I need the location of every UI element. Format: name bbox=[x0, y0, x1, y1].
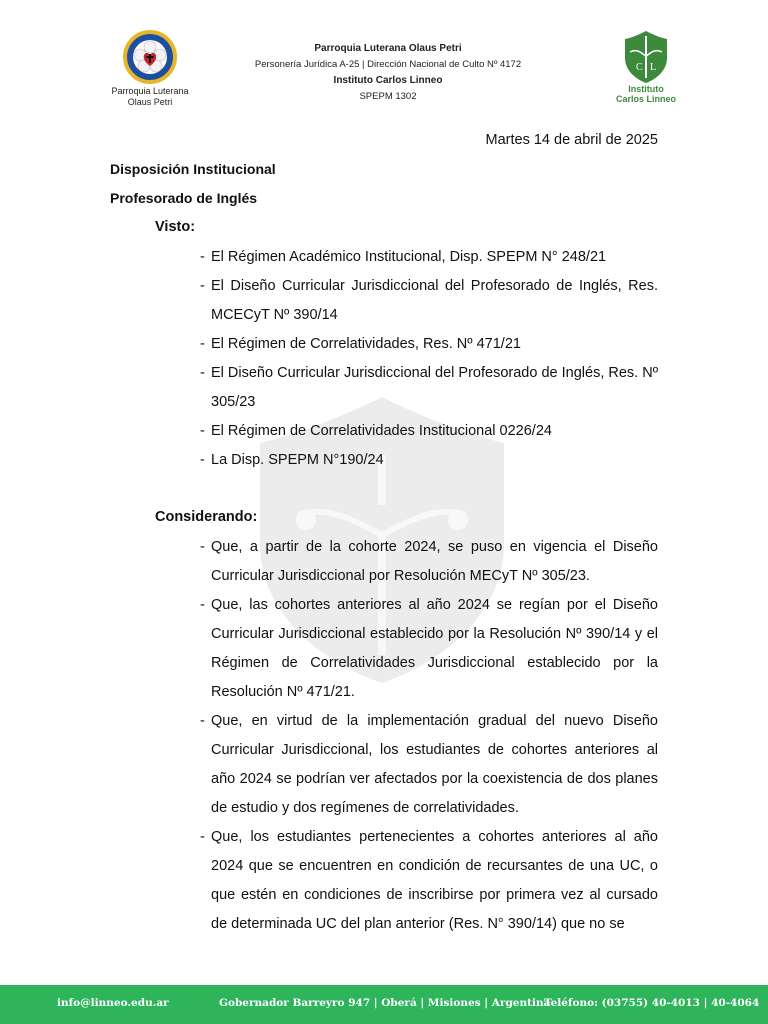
visto-label: Visto: bbox=[155, 219, 196, 235]
visto-item: - El Diseño Curricular Jurisdiccional del Profesorado de Inglés, Res. MCECyT Nº 390/14 bbox=[200, 278, 658, 323]
letterhead-text bbox=[218, 41, 558, 105]
document-heading: Disposición Institucional bbox=[110, 161, 276, 177]
spepm-number: SPEPM 1302 bbox=[359, 91, 417, 102]
luther-rose-icon bbox=[119, 28, 181, 86]
visto-item: - El Régimen Académico Institucional, Disp. SPEPM N° 248/21 bbox=[200, 249, 607, 265]
institute-name: Instituto Carlos Linneo bbox=[333, 75, 443, 86]
visto-item: - La Disp. SPEPM N°190/24 bbox=[200, 452, 384, 468]
document-subheading: Profesorado de Inglés bbox=[110, 190, 258, 206]
considerando-item: - Que, en virtud de la implementación gradual del nuevo Diseño Curricular Jurisdiccional, los estudiantes de cohortes anteriores al año 2024 se podrían ver afectados por la coexistencia de dos planes de estudio y dos regímenes de correlatividades. bbox=[200, 713, 658, 816]
instituto-logo bbox=[606, 30, 686, 104]
footer-email[interactable]: info@linneo.edu.ar bbox=[57, 997, 169, 1009]
instituto-logo-caption-1: Instituto bbox=[628, 84, 664, 94]
considerando-item: - Que, los estudiantes pertenecientes a cohortes anteriores al año 2024 que se encuentren en condición de recursantes de una UC, o que estén en condiciones de inscribirse por primera vez al cursado de determinada UC del plan anterior (Res. N° 390/14) que no se bbox=[200, 829, 658, 932]
svg-text:L: L bbox=[650, 62, 657, 73]
footer-address: Gobernador Barreyro 947 | Oberá | Misiones | Argentina bbox=[219, 997, 551, 1009]
footer-phone: Teléfono: (03755) 40-4013 | 40-4064 bbox=[544, 997, 760, 1009]
visto-item: - El Diseño Curricular Jurisdiccional del Profesorado de Inglés, Res. Nº 305/23 bbox=[200, 365, 658, 410]
footer-bar bbox=[0, 985, 768, 1024]
visto-list bbox=[200, 243, 658, 475]
svg-text:C: C bbox=[636, 62, 643, 73]
considerando-item: - Que, las cohortes anteriores al año 2024 se regían por el Diseño Curricular Jurisdiccional establecido por la Resolución Nº 390/14 y el Régimen de Correlatividades Jurisdiccional establecido por la Resolución Nº 471/21. bbox=[200, 597, 658, 700]
document-date: Martes 14 de abril de 2025 bbox=[485, 132, 658, 148]
instituto-logo-caption-2: Carlos Linneo bbox=[615, 94, 676, 104]
considerando-item: - Que, a partir de la cohorte 2024, se puso en vigencia el Diseño Curricular Jurisdiccional por Resolución MECyT Nº 305/23. bbox=[200, 539, 658, 584]
visto-item: - El Régimen de Correlatividades, Res. Nº 471/21 bbox=[200, 336, 521, 352]
parroquia-logo bbox=[104, 28, 196, 108]
considerando-list bbox=[200, 533, 658, 939]
parroquia-logo-caption-1: Parroquia Luterana bbox=[111, 86, 189, 96]
considerando-label: Considerando: bbox=[155, 509, 258, 525]
legal-registration: Personería Jurídica A-25 | Dirección Nacional de Culto Nº 4172 bbox=[254, 59, 522, 70]
visto-item: - El Régimen de Correlatividades Institucional 0226/24 bbox=[200, 423, 552, 439]
parroquia-logo-caption-2: Olaus Petri bbox=[127, 97, 173, 107]
letterhead bbox=[0, 0, 768, 120]
parroquia-name: Parroquia Luterana Olaus Petri bbox=[314, 43, 462, 54]
shield-icon bbox=[624, 30, 668, 84]
